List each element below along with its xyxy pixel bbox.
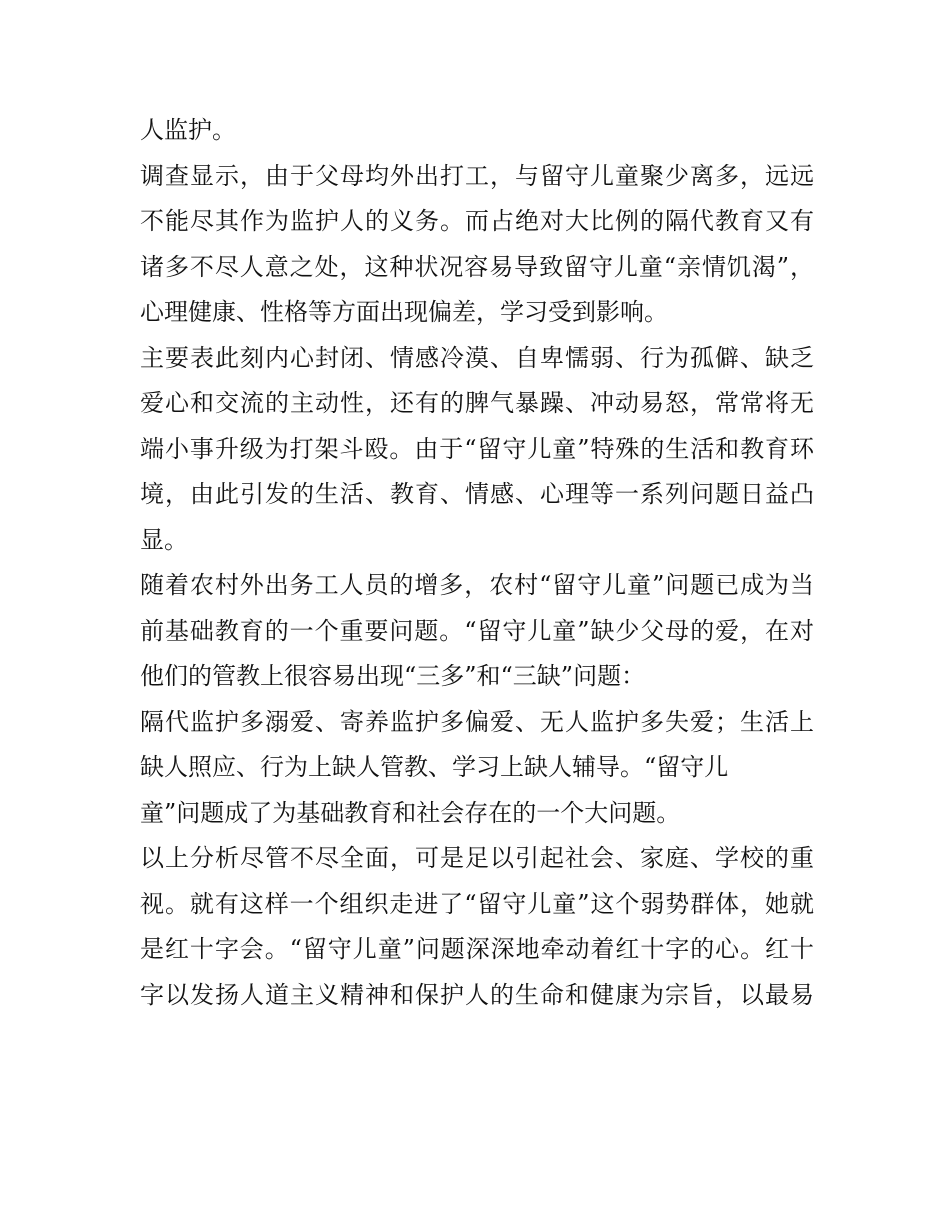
text-line: 诸多不尽人意之处，这种状况容易导致留守儿童“亲情饥渴”，	[140, 252, 814, 281]
text-line: 前基础教育的一个重要问题。“留守儿童”缺少父母的爱，在对	[140, 616, 814, 645]
text-line: 以上分析尽管不尽全面，可是足以引起社会、家庭、学校的重	[140, 844, 814, 872]
text-line: 缺人照应、行为上缺人管教、学习上缺人辅导。“留守儿	[140, 753, 729, 781]
text-line: 字以发扬人道主义精神和保护人的生命和健康为宗旨，以最易	[140, 980, 814, 1009]
text-line: 不能尽其作为监护人的义务。而占绝对大比例的隔代教育又有	[140, 207, 814, 235]
text-line: 境，由此引发的生活、教育、情感、心理等一系列问题日益凸	[140, 480, 814, 508]
text-line: 心理健康、性格等方面出现偏差，学习受到影响。	[140, 298, 668, 326]
body-text	[140, 108, 814, 1018]
text-line: 隔代监护多溺爱、寄养监护多偏爱、无人监护多失爱；生活上	[140, 707, 814, 736]
text-line: 端小事升级为打架斗殴。由于“留守儿童”特殊的生活和教育环	[140, 434, 814, 463]
text-line: 视。就有这样一个组织走进了“留守儿童”这个弱势群体，她就	[140, 889, 814, 918]
text-line: 他们的管教上很容易出现“三多”和“三缺”问题：	[140, 662, 646, 690]
text-line: 调查显示，由于父母均外出打工，与留守儿童聚少离多，远远	[140, 161, 814, 190]
text-line: 人监护。	[140, 116, 236, 144]
text-line: 主要表此刻内心封闭、情感冷漠、自卑懦弱、行为孤僻、缺乏	[140, 343, 814, 372]
text-line: 是红十字会。“留守儿童”问题深深地牵动着红十字的心。红十	[140, 935, 814, 963]
text-line: 爱心和交流的主动性，还有的脾气暴躁、冲动易怒，常常将无	[140, 389, 814, 417]
text-line: 童”问题成了为基础教育和社会存在的一个大问题。	[140, 798, 681, 827]
text-line: 随着农村外出务工人员的增多，农村“留守儿童”问题已成为当	[140, 571, 814, 599]
text-line: 显。	[140, 525, 188, 554]
